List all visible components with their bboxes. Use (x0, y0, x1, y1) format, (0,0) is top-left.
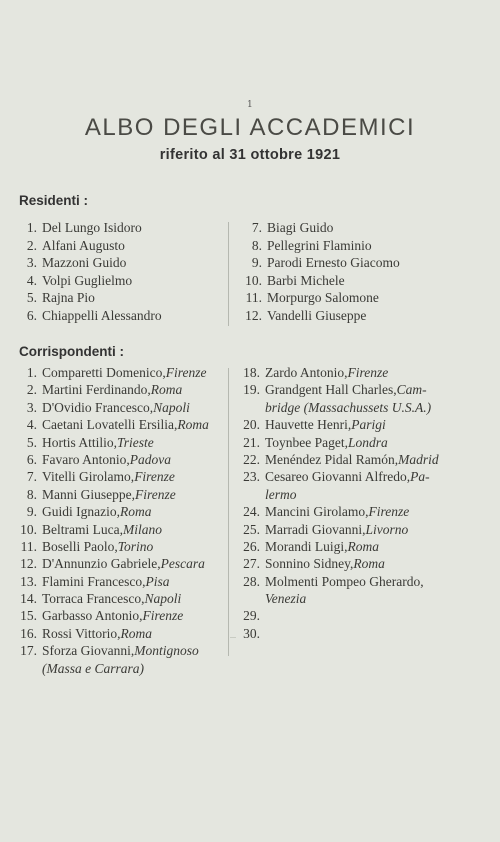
entry-name: Garbasso Antonio, (42, 608, 143, 624)
entry-number: 15. (20, 608, 37, 624)
entry-name: Toynbee Paget, (265, 434, 349, 450)
list-item (238, 573, 439, 590)
entry-number: 17. (20, 643, 37, 659)
entry-number: 29. (243, 608, 260, 624)
entry-city: Trieste (117, 434, 154, 450)
entry-name: Morandi Luigi, (265, 538, 348, 554)
list-item (238, 555, 439, 572)
entry-city: Parigi (351, 417, 386, 433)
entry-number: 6. (26, 307, 37, 323)
entry-name: Morpurgo Salomone (267, 290, 379, 306)
list-item (238, 486, 439, 503)
list-item (19, 555, 209, 572)
entry-name: Rajna Pio (42, 290, 95, 306)
entry-name: Manni Giuseppe, (42, 486, 135, 502)
list-item (19, 468, 209, 485)
entry-city: Venezia (265, 591, 307, 607)
entry-number: 4. (26, 417, 37, 433)
list-item (19, 416, 209, 433)
list-item (19, 434, 209, 451)
list-item (238, 254, 400, 272)
list-item (19, 660, 209, 677)
list-item (238, 416, 439, 433)
entry-name: Martini Ferdinando, (42, 382, 151, 398)
entry-city: Roma (150, 382, 183, 398)
entry-number: 28. (243, 573, 260, 589)
entry-name: Grandgent Hall Charles, (265, 382, 397, 398)
entry-number: 24. (243, 504, 260, 520)
list-item (19, 219, 162, 237)
list-item (238, 219, 400, 237)
list-item (238, 468, 439, 485)
entry-name: Mazzoni Guido (42, 255, 127, 271)
list-item (238, 289, 400, 307)
entry-name: Biagi Guido (267, 220, 334, 235)
entry-name: Hortis Attilio, (42, 434, 118, 450)
entry-name: Sforza Giovanni, (42, 643, 135, 659)
list-item (19, 486, 209, 503)
list-item (238, 364, 439, 381)
entry-name: Flamini Francesco, (42, 573, 146, 589)
entry-number: 5. (26, 290, 37, 306)
entry-number (238, 590, 265, 607)
entry-name: Chiappelli Alessandro (42, 307, 162, 323)
entry-number: 9. (251, 255, 262, 271)
entry-city: Montignoso (134, 643, 199, 659)
list-item (19, 590, 209, 607)
entry-name: Zardo Antonio, (265, 365, 348, 380)
entry-number: 8. (26, 486, 37, 502)
list-item (19, 538, 209, 555)
entry-name: Alfani Augusto (42, 237, 125, 253)
entry-name: Vitelli Girolamo, (42, 469, 135, 485)
list-item (19, 607, 209, 624)
list-item (19, 254, 162, 272)
entry-number: 3. (26, 399, 37, 415)
entry-city: Roma (347, 538, 379, 554)
list-item (19, 289, 162, 307)
corrispondenti-column-divider (228, 368, 229, 656)
entry-number: 5. (26, 434, 37, 450)
entry-number: 1. (26, 220, 37, 235)
entry-city: Firenze (142, 608, 184, 624)
entry-number (238, 399, 265, 416)
entry-number (19, 660, 42, 677)
entry-name: Mancini Girolamo, (265, 504, 369, 520)
entry-number: 2. (26, 237, 37, 253)
entry-number: 26. (243, 538, 260, 554)
list-item (238, 607, 439, 624)
entry-number: 11. (20, 538, 37, 554)
list-item (19, 642, 209, 659)
entry-name: Menéndez Pidal Ramón, (265, 451, 399, 467)
residenti-right-column (238, 219, 400, 325)
entry-city: Padova (129, 451, 171, 467)
entry-city: Livorno (365, 521, 409, 537)
entry-city: Firenze (347, 365, 389, 380)
list-item (19, 399, 209, 416)
entry-city: Roma (353, 556, 385, 572)
page-subtitle: riferito al 31 ottobre 1921 (159, 147, 341, 163)
list-item (238, 381, 439, 398)
residenti-left-column (19, 219, 162, 325)
corrispondenti-left-column (19, 364, 209, 677)
entry-number: 16. (20, 625, 37, 641)
entry-number: 11. (245, 290, 262, 306)
entry-name: Pellegrini Flaminio (267, 237, 372, 253)
entry-number: 4. (26, 272, 37, 288)
entry-number: 3. (26, 255, 37, 271)
entry-city: Madrid (398, 451, 439, 467)
entry-city: Roma (120, 625, 152, 641)
entry-city: Pa- (410, 469, 430, 485)
entry-name: D'Ovidio Francesco, (42, 399, 154, 415)
entry-name: D'Annunzio Gabriele, (42, 556, 161, 572)
entry-number: 7. (26, 469, 37, 485)
entry-city: Torino (117, 538, 154, 554)
list-item (238, 625, 439, 642)
entry-city: (Massa e Carrara) (42, 660, 145, 676)
entry-city: Roma (119, 504, 152, 520)
entry-name: Parodi Ernesto Giacomo (267, 255, 400, 271)
entry-city: Milano (122, 521, 162, 537)
entry-number: 1. (26, 365, 37, 380)
entry-name: Favaro Antonio, (42, 451, 130, 467)
entry-number: 9. (26, 504, 37, 520)
entry-number: 8. (251, 237, 262, 253)
page-mark: 1 (247, 100, 253, 110)
entry-city: Cam- (396, 382, 427, 398)
list-item (238, 399, 439, 416)
entry-city: bridge (Massachussets U.S.A.) (265, 399, 432, 415)
list-item (238, 503, 439, 520)
list-item (19, 451, 209, 468)
entry-number (238, 486, 265, 503)
entry-number: 7. (251, 220, 262, 235)
list-item (19, 573, 209, 590)
entry-city: Napoli (153, 399, 190, 415)
entry-number: 20. (243, 417, 260, 433)
entry-name: Caetani Lovatelli Ersilia, (42, 417, 178, 433)
list-item (238, 434, 439, 451)
entry-city: Pescara (160, 556, 205, 572)
list-item (238, 451, 439, 468)
entry-name: Comparetti Domenico, (42, 365, 166, 380)
entry-name: Molmenti Pompeo Gherardo, (265, 573, 424, 589)
corrispondenti-right-column (238, 364, 439, 642)
entry-name: Vandelli Giuseppe (267, 307, 367, 323)
entry-name: Marradi Giovanni, (265, 521, 366, 537)
entry-city: Pisa (145, 573, 170, 589)
list-item (19, 503, 209, 520)
list-item (19, 272, 162, 290)
section-heading-corrispondenti: Corrispondenti : (19, 344, 124, 359)
list-item (19, 237, 162, 255)
entry-number: 14. (20, 591, 37, 607)
entry-number: 2. (26, 382, 37, 398)
entry-number: 27. (243, 556, 260, 572)
list-item (238, 307, 400, 325)
entry-number: 18. (243, 365, 260, 380)
entry-name: Barbi Michele (267, 272, 345, 288)
list-item (238, 538, 439, 555)
blank-entry-line (230, 637, 236, 638)
list-item (238, 521, 439, 538)
residenti-column-divider (228, 222, 229, 326)
entry-city: Napoli (144, 591, 182, 607)
entry-number: 12. (20, 556, 37, 572)
entry-name: Beltrami Luca, (42, 521, 123, 537)
list-item (19, 364, 209, 381)
entry-number: 12. (245, 307, 262, 323)
entry-name: Rossi Vittorio, (42, 625, 121, 641)
entry-name: Sonnino Sidney, (265, 556, 354, 572)
entry-name: Boselli Paolo, (42, 538, 118, 554)
list-item (19, 307, 162, 325)
entry-number: 21. (243, 434, 260, 450)
entry-city: Roma (177, 417, 209, 433)
entry-name: Volpi Guglielmo (42, 272, 133, 288)
list-item (238, 272, 400, 290)
list-item (238, 237, 400, 255)
entry-number: 23. (243, 469, 260, 485)
entry-number: 22. (243, 451, 260, 467)
entry-city: Firenze (134, 486, 176, 502)
entry-name: Torraca Francesco, (42, 591, 145, 607)
entry-city: Firenze (165, 365, 207, 380)
list-item (19, 625, 209, 642)
list-item (238, 590, 439, 607)
entry-number: 13. (20, 573, 37, 589)
entry-name: Hauvette Henri, (265, 417, 352, 433)
entry-city: Firenze (134, 469, 175, 485)
list-item (19, 521, 209, 538)
page-title: ALBO DEGLI ACCADEMICI (84, 114, 416, 141)
entry-number: 30. (243, 625, 260, 641)
entry-name: Del Lungo Isidoro (42, 220, 142, 235)
entry-city: Firenze (368, 504, 410, 520)
entry-number: 10. (245, 272, 262, 288)
list-item (19, 381, 209, 398)
section-heading-residenti: Residenti : (19, 193, 89, 208)
entry-name: Guidi Ignazio, (42, 504, 120, 520)
entry-number: 10. (20, 521, 37, 537)
entry-city: lermo (265, 486, 297, 502)
entry-number: 6. (26, 451, 37, 467)
entry-name: Cesareo Giovanni Alfredo, (265, 469, 411, 485)
entry-number: 19. (243, 382, 260, 398)
entry-number: 25. (243, 521, 260, 537)
entry-city: Londra (348, 434, 388, 450)
